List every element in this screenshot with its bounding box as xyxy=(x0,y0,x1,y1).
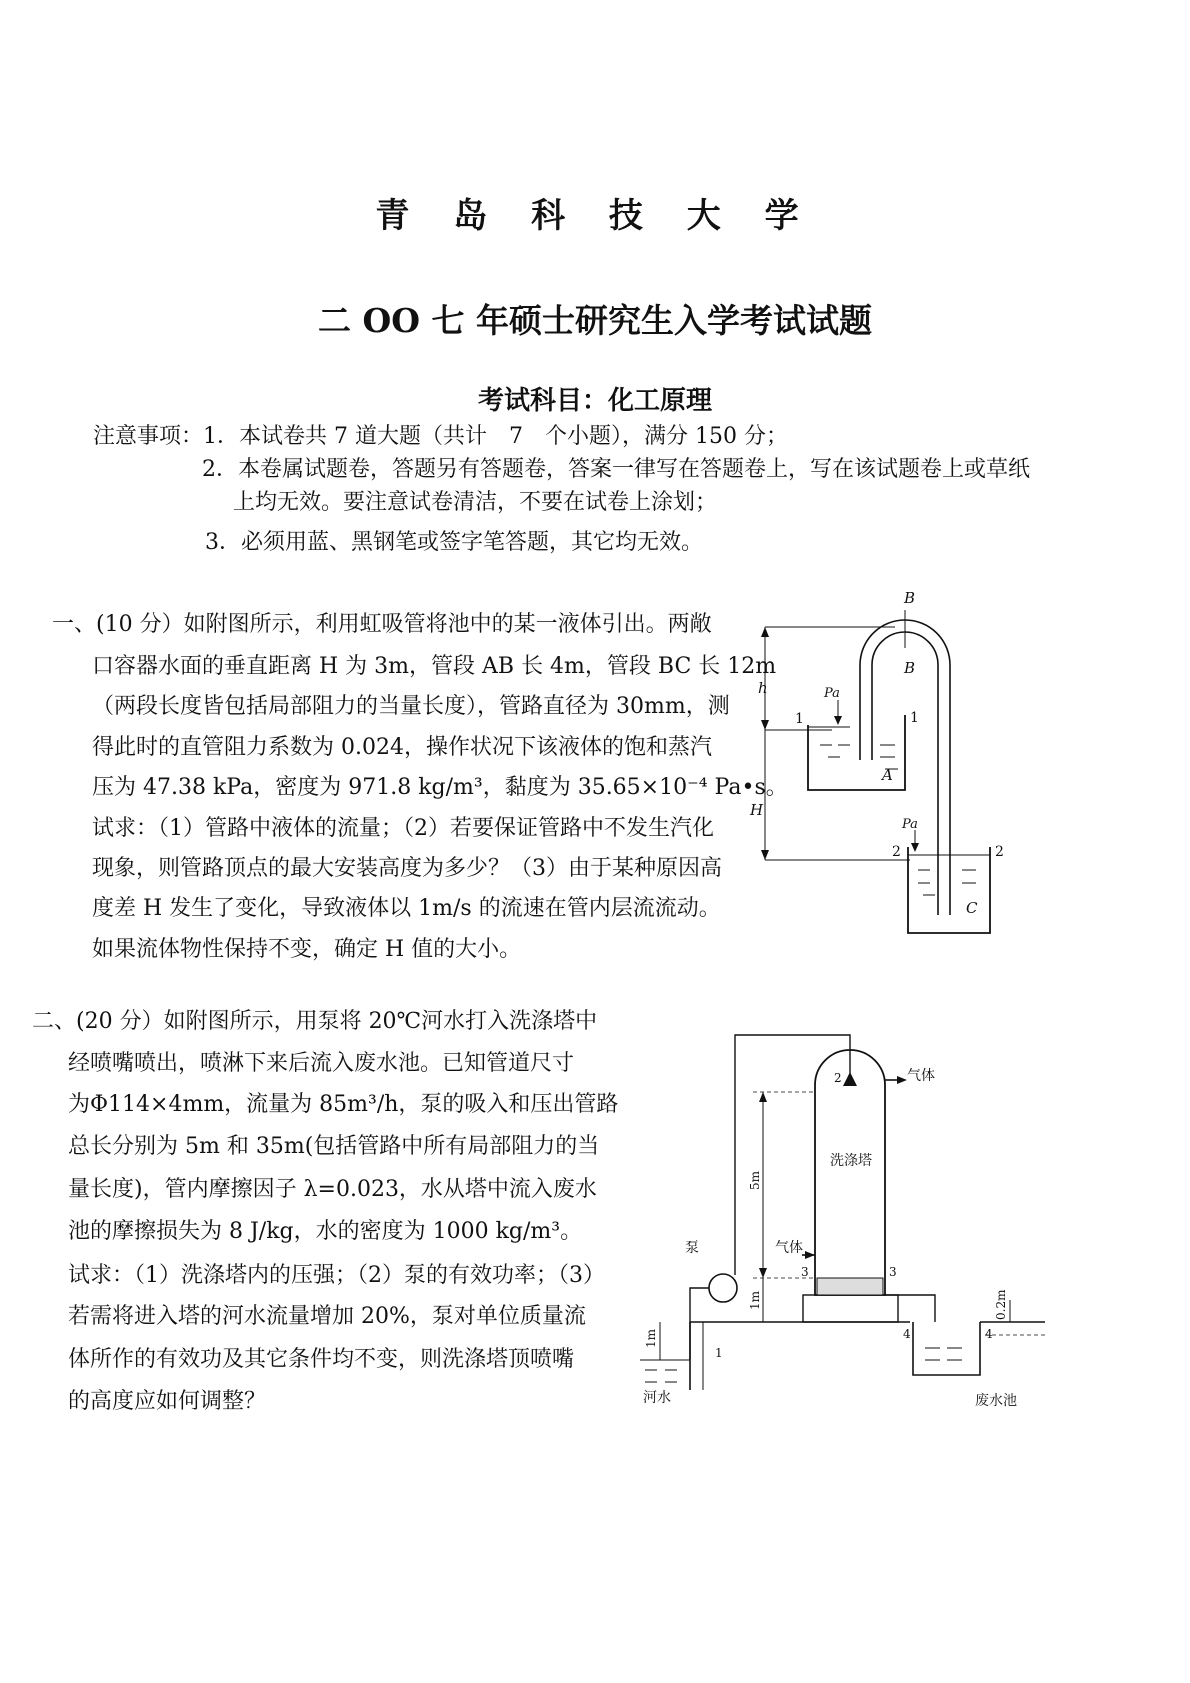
label-0-2m: 0.2m xyxy=(994,1289,1008,1320)
q1-line-5: 压为 47.38 kPa，密度为 971.8 kg/m³，黏度为 35.65×10⁻⁴ Pa•s。 xyxy=(92,775,788,800)
label-1m-river: 1m xyxy=(644,1328,658,1348)
q1-line-7: 现象，则管路顶点的最大安装高度为多少？（3）由于某种原因高 xyxy=(92,856,722,881)
label-5m: 5m xyxy=(748,1170,762,1190)
q2-line-8: 若需将进入塔的河水流量增加 20%，泵对单位质量流 xyxy=(68,1304,586,1329)
q2-line-4: 总长分别为 5m 和 35m(包括管路中所有局部阻力的当 xyxy=(68,1134,600,1159)
label-B-inner: B xyxy=(904,659,916,677)
q1-line-9: 如果流体物性保持不变，确定 H 值的大小。 xyxy=(92,937,522,962)
washing-tower-diagram xyxy=(635,1030,1055,1420)
label-H: H xyxy=(750,801,764,819)
label-1-left: 1 xyxy=(795,711,804,727)
label-h: h xyxy=(758,679,768,697)
q2-line-6: 池的摩擦损失为 8 J/kg，水的密度为 1000 kg/m³。 xyxy=(68,1219,583,1244)
note-2a: 2．本卷属试题卷，答题另有答题卷，答案一律写在答题卷上，写在该试题卷上或草纸 xyxy=(202,457,1030,482)
exam-title: 二 OO 七 年硕士研究生入学考试试题 xyxy=(318,301,872,340)
q1-line-3: （两段长度皆包括局部阻力的当量长度），管路直径为 30mm，测 xyxy=(92,694,730,719)
label-B-top: B xyxy=(904,589,916,607)
q1-line-2: 口容器水面的垂直距离 H 为 3m，管段 AB 长 4m，管段 BC 长 12m xyxy=(92,654,777,679)
q2-line-1: 二、(20 分）如附图所示，用泵将 20℃河水打入洗涤塔中 xyxy=(32,1009,598,1034)
label-pump: 泵 xyxy=(685,1240,699,1256)
note-3: 3．必须用蓝、黑钢笔或签字笔答题，其它均无效。 xyxy=(205,530,703,555)
note-1: 注意事项：1．本试卷共 7 道大题（共计 7 个小题），满分 150 分； xyxy=(93,424,788,449)
q2-line-3: 为Φ114×4mm，流量为 85m³/h，泵的吸入和压出管路 xyxy=(68,1092,619,1117)
label-waste-pool: 废水池 xyxy=(975,1393,1017,1409)
label-point-4-right: 4 xyxy=(985,1327,993,1341)
siphon-diagram xyxy=(740,585,1030,945)
label-point-4-left: 4 xyxy=(903,1327,911,1341)
q1-line-6: 试求：（1）管路中液体的流量；（2）若要保证管路中不发生汽化 xyxy=(92,816,714,841)
q1-line-8: 度差 H 发生了变化，导致液体以 1m/s 的流速在管内层流流动。 xyxy=(92,896,721,921)
q2-line-9: 体所作的有效功及其它条件均不变，则洗涤塔顶喷嘴 xyxy=(68,1347,575,1372)
label-point-3-right: 3 xyxy=(889,1265,897,1279)
q2-line-10: 的高度应如何调整？ xyxy=(68,1389,267,1414)
label-point-2: 2 xyxy=(834,1071,842,1085)
label-tower: 洗涤塔 xyxy=(830,1153,872,1169)
note-2b: 上均无效。要注意试卷清洁，不要在试卷上涂划； xyxy=(233,490,718,515)
q2-line-5: 量长度)，管内摩擦因子 λ=0.023，水从塔中流入废水 xyxy=(68,1177,597,1202)
label-2-right: 2 xyxy=(995,844,1004,860)
label-1-right: 1 xyxy=(910,710,919,726)
exam-subject: 考试科目：化工原理 xyxy=(477,386,712,416)
label-C: C xyxy=(966,899,978,917)
q1-line-1: 一、(10 分）如附图所示，利用虹吸管将池中的某一液体引出。两敞 xyxy=(52,612,712,637)
label-gas-out: 气体 xyxy=(907,1068,935,1084)
label-gas-in: 气体 xyxy=(775,1240,803,1256)
q2-line-2: 经喷嘴喷出，喷淋下来后流入废水池。已知管道尺寸 xyxy=(68,1051,575,1076)
label-point-3-left: 3 xyxy=(801,1265,809,1279)
university-name: 青 岛 科 技 大 学 xyxy=(375,196,815,236)
label-river: 河水 xyxy=(643,1390,671,1406)
label-pa-bottom: Pa xyxy=(902,817,918,832)
q2-line-7: 试求：（1）洗涤塔内的压强；（2）泵的有效功率；（3） xyxy=(68,1263,605,1288)
label-2-left: 2 xyxy=(892,844,901,860)
q1-line-4: 得此时的直管阻力系数为 0.024，操作状况下该液体的饱和蒸汽 xyxy=(92,735,712,760)
label-pa-top: Pa xyxy=(824,686,840,701)
label-A: A xyxy=(882,766,893,784)
label-1m-pump: 1m xyxy=(748,1290,762,1310)
label-point-1: 1 xyxy=(715,1346,723,1360)
